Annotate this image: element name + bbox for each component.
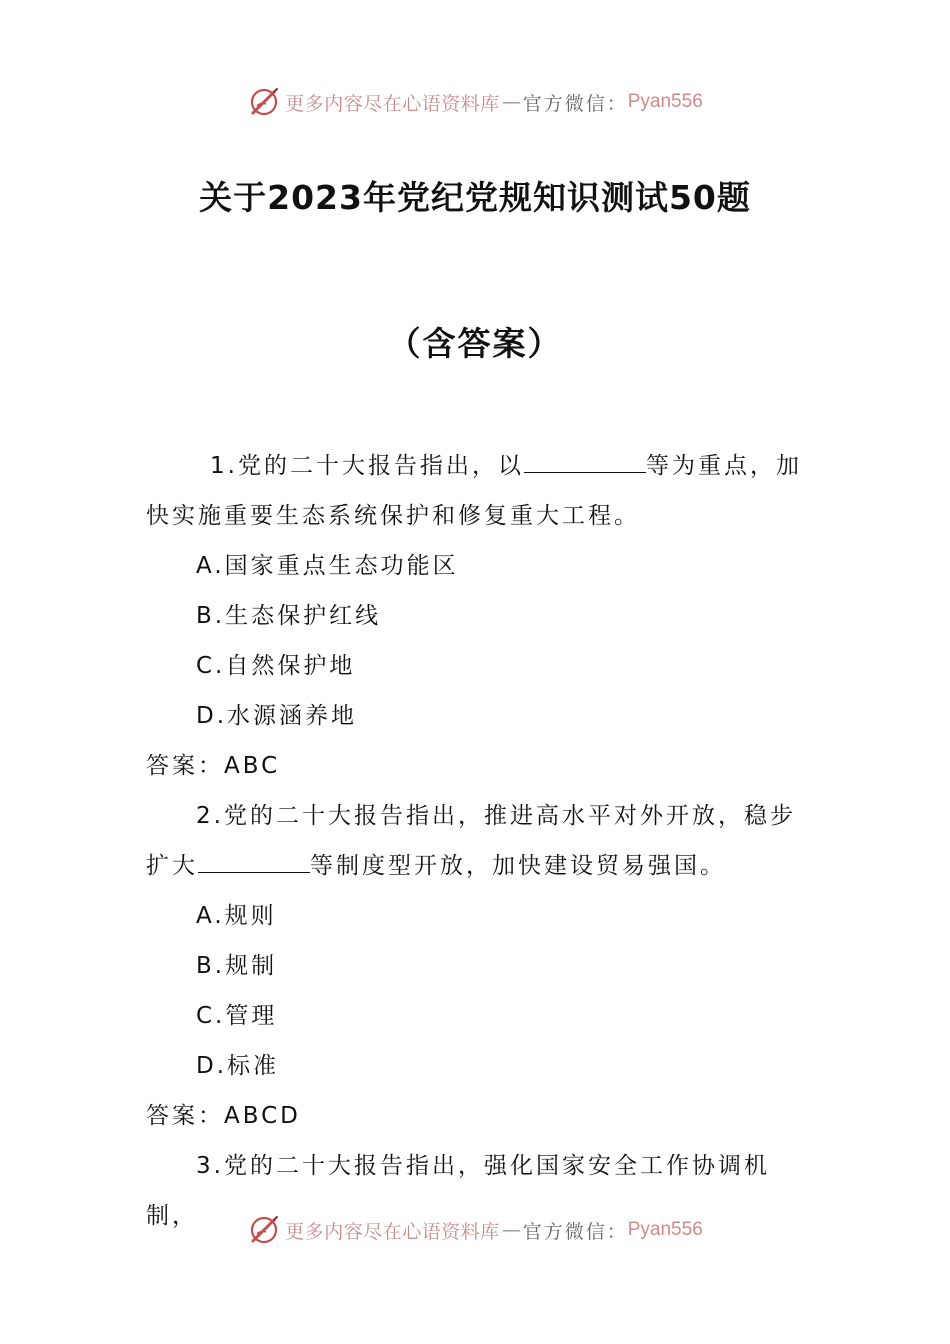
question-answer: 答案：ABC (146, 753, 281, 779)
question-stem-before: 1.党的二十大报告指出，以 (210, 453, 524, 479)
watermark-wechat-id: Pyan556 (627, 1219, 703, 1240)
question-stem (146, 441, 806, 541)
footer-watermark (0, 1210, 950, 1250)
question-option: A.规则 (196, 903, 277, 929)
question-stem-after: 等制度型开放，加快建设贸易强国。 (310, 853, 726, 879)
question-option: B.生态保护红线 (196, 603, 382, 629)
watermark-separator: — (501, 91, 521, 113)
question-option: C.管理 (196, 1003, 278, 1029)
question-option: D.标准 (196, 1053, 280, 1079)
document-title: 关于2023年党纪党规知识测试50题 (199, 178, 751, 217)
header-watermark (0, 82, 950, 122)
question-option: A.国家重点生态功能区 (196, 553, 459, 579)
question-option: C.自然保护地 (196, 653, 356, 679)
question-stem (146, 791, 806, 891)
question-option: B.规制 (196, 953, 278, 979)
watermark-label: 官方微信： (522, 1220, 628, 1243)
watermark-text: 更多内容尽在心语资料库 (285, 1220, 500, 1243)
watermark-separator: — (501, 1219, 521, 1241)
watermark-label: 官方微信： (522, 92, 628, 115)
watermark-wechat-id: Pyan556 (627, 91, 703, 112)
question-stem-after: 等为重点，加快实施重要生态系统保护和修复重大工程。 (146, 453, 802, 529)
question-answer: 答案：ABCD (146, 1103, 301, 1129)
question-stem-before: 3.党的二十大报告指出，强化国家安全工作协调机制， (146, 1153, 770, 1229)
question-list (146, 441, 806, 1241)
question-stem-before: 2.党的二十大报告指出，推进高水平对外开放，稳步扩大 (146, 803, 796, 879)
answer-blank (524, 448, 646, 473)
document-subtitle: （含答案） (387, 324, 563, 363)
pen-logo-icon (247, 1213, 281, 1247)
answer-blank (198, 848, 310, 873)
watermark-text: 更多内容尽在心语资料库 (285, 92, 500, 115)
question-option: D.水源涵养地 (196, 703, 358, 729)
pen-logo-icon (247, 85, 281, 119)
